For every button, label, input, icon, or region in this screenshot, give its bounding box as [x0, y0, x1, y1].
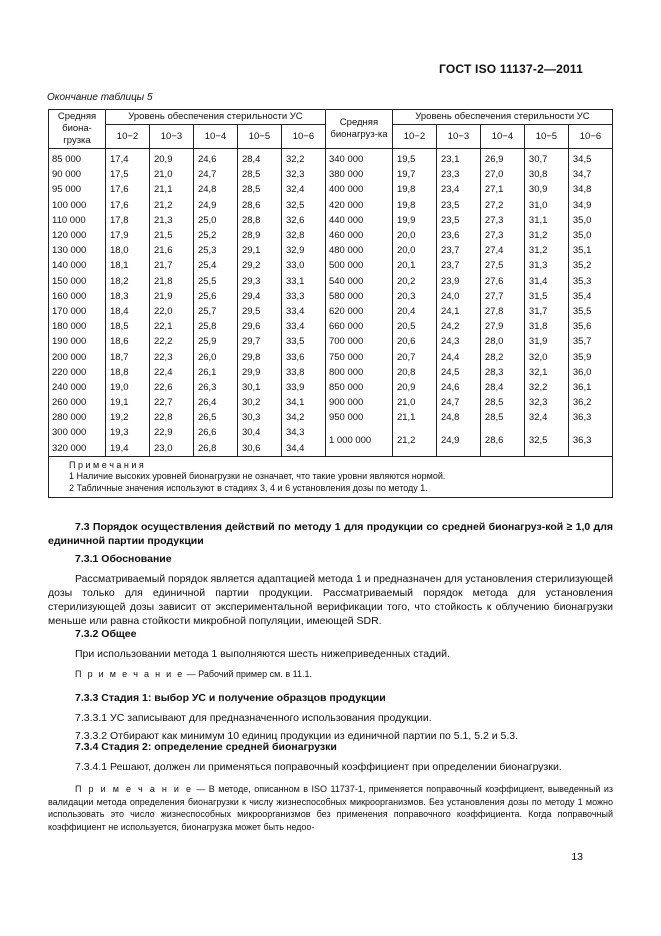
table-cell: 30,7	[524, 149, 568, 168]
table-cell: 36,0	[568, 365, 612, 380]
table-row	[49, 167, 613, 182]
table-cell: 36,3	[568, 425, 612, 456]
sal-level-header: 10−6	[568, 125, 612, 149]
table-cell: 35,4	[568, 289, 612, 304]
table-cell: 90 000	[49, 167, 106, 182]
table-cell: 19,2	[106, 410, 150, 425]
table-cell: 23,3	[436, 167, 480, 182]
table-cell: 620 000	[325, 304, 392, 319]
table-cell: 750 000	[325, 349, 392, 364]
table-cell: 28,6	[237, 198, 281, 213]
table-cell: 32,6	[281, 213, 325, 228]
table-cell: 23,4	[436, 182, 480, 197]
table-cell: 21,9	[149, 289, 193, 304]
section-7-3	[48, 520, 613, 548]
table-cell: 19,0	[106, 380, 150, 395]
table-cell: 24,6	[193, 149, 237, 168]
table-row	[49, 289, 613, 304]
table-row	[49, 149, 613, 168]
table-cell: 30,2	[237, 395, 281, 410]
table-cell: 28,6	[480, 425, 524, 456]
table-cell: 22,1	[149, 319, 193, 334]
table-cell: 24,9	[193, 198, 237, 213]
note-text: — В методе, описанном в ISO 11737-1, применяется поправочный коэффициент, выведенный из валидации метода определения бионагрузки к числу жизнеспособных микроорганизмов. Без установления дозы по методу 1 можно использовать это число жизнеспособных микроорганизмов без применения поправочного коэффициента. Когда поправочный коэффициент не используется, бионагрузка может быть недоо-	[48, 784, 613, 832]
table-cell: 24,4	[436, 349, 480, 364]
table-cell: 34,1	[281, 395, 325, 410]
table-cell: 26,4	[193, 395, 237, 410]
table-cell: 32,0	[524, 349, 568, 364]
table-cell: 31,7	[524, 304, 568, 319]
table-cell: 100 000	[49, 198, 106, 213]
table-cell: 23,6	[436, 228, 480, 243]
table-cell: 95 000	[49, 182, 106, 197]
table-cell: 27,7	[480, 289, 524, 304]
note	[48, 668, 613, 681]
table-cell: 220 000	[49, 365, 106, 380]
table-cell: 35,0	[568, 213, 612, 228]
table-cell: 23,9	[436, 274, 480, 289]
table-cell: 320 000	[49, 441, 106, 457]
table-cell: 35,6	[568, 319, 612, 334]
table-cell: 20,8	[392, 365, 436, 380]
table-cell: 28,5	[237, 182, 281, 197]
table-cell: 29,4	[237, 289, 281, 304]
table-cell: 35,5	[568, 304, 612, 319]
table-cell: 32,5	[281, 198, 325, 213]
subsection-heading: 7.3.3 Стадия 1: выбор УС и получение образцов продукции	[75, 692, 386, 704]
sal-level-header: 10−2	[392, 125, 436, 149]
table-cell: 24,1	[436, 304, 480, 319]
table-cell: 25,9	[193, 334, 237, 349]
table-cell: 34,5	[568, 149, 612, 168]
table-cell: 23,7	[436, 243, 480, 258]
table-cell: 130 000	[49, 243, 106, 258]
table-cell: 32,2	[281, 149, 325, 168]
table-caption: Окончание таблицы 5	[47, 92, 153, 103]
table-row	[49, 319, 613, 334]
table-cell: 300 000	[49, 425, 106, 440]
table-cell: 30,3	[237, 410, 281, 425]
table-cell: 110 000	[49, 213, 106, 228]
subsection-heading: 7.3.1 Обоснование	[75, 553, 172, 565]
table-cell: 21,3	[149, 213, 193, 228]
table-cell: 36,3	[568, 410, 612, 425]
table-row	[49, 349, 613, 364]
table-cell: 18,3	[106, 289, 150, 304]
table-cell: 18,5	[106, 319, 150, 334]
sal-level-header: 10−4	[193, 125, 237, 149]
table-cell: 31,1	[524, 213, 568, 228]
table-cell: 27,9	[480, 319, 524, 334]
table-cell: 21,2	[392, 425, 436, 456]
table-cell: 20,5	[392, 319, 436, 334]
table-cell: 20,3	[392, 289, 436, 304]
table-cell: 20,1	[392, 258, 436, 273]
table-cell: 20,0	[392, 243, 436, 258]
table-row	[49, 395, 613, 410]
table-cell: 20,7	[392, 349, 436, 364]
table-cell: 24,8	[436, 410, 480, 425]
table-cell: 25,3	[193, 243, 237, 258]
table-cell: 700 000	[325, 334, 392, 349]
table-cell: 540 000	[325, 274, 392, 289]
paragraph: 7.3.4.1 Решают, должен ли применяться поправочный коэффициент при определении бионагрузки.	[75, 761, 562, 773]
sal-level-header: 10−6	[281, 125, 325, 149]
notes-title: П р и м е ч а н и я	[69, 459, 144, 470]
col-header-bioburden-right: Средняя бионагруз-ка	[325, 110, 392, 149]
table-cell: 33,4	[281, 304, 325, 319]
table-cell: 160 000	[49, 289, 106, 304]
table-cell: 580 000	[325, 289, 392, 304]
table-cell: 31,9	[524, 334, 568, 349]
table-row	[49, 365, 613, 380]
section-7-3-1	[48, 552, 613, 628]
table-cell: 190 000	[49, 334, 106, 349]
table-cell: 27,8	[480, 304, 524, 319]
table-cell: 29,5	[237, 304, 281, 319]
table-cell: 17,8	[106, 213, 150, 228]
table-cell: 19,4	[106, 441, 150, 457]
table-cell: 29,6	[237, 319, 281, 334]
bioburden-dose-table	[48, 109, 613, 498]
table-cell: 19,8	[392, 182, 436, 197]
table-cell: 340 000	[325, 149, 392, 168]
table-cell: 29,1	[237, 243, 281, 258]
table-row	[49, 334, 613, 349]
table-cell: 30,1	[237, 380, 281, 395]
table-cell: 800 000	[325, 365, 392, 380]
table-row	[49, 410, 613, 425]
table-cell: 24,6	[436, 380, 480, 395]
table-cell: 26,9	[480, 149, 524, 168]
table-cell: 23,0	[149, 441, 193, 457]
table-cell: 18,0	[106, 243, 150, 258]
sal-level-header: 10−2	[106, 125, 150, 149]
table-cell: 19,5	[392, 149, 436, 168]
note	[48, 783, 613, 833]
table-cell: 30,6	[237, 441, 281, 457]
table-cell: 21,6	[149, 243, 193, 258]
table-cell: 420 000	[325, 198, 392, 213]
table-cell: 22,6	[149, 380, 193, 395]
table-cell: 28,5	[237, 167, 281, 182]
table-cell: 24,5	[436, 365, 480, 380]
table-cell: 25,0	[193, 213, 237, 228]
table-cell: 25,5	[193, 274, 237, 289]
section-7-3-2	[48, 627, 613, 681]
table-cell: 440 000	[325, 213, 392, 228]
table-cell: 28,5	[480, 410, 524, 425]
table-cell: 24,8	[193, 182, 237, 197]
table-cell: 31,4	[524, 274, 568, 289]
table-cell: 17,4	[106, 149, 150, 168]
table-cell: 20,4	[392, 304, 436, 319]
table-cell: 29,7	[237, 334, 281, 349]
note-item: 1 Наличие высоких уровней бионагрузки не означает, что такие уровни являются нормой.	[69, 471, 446, 482]
note-label: П р и м е ч а н и е	[75, 784, 193, 794]
table-cell: 28,0	[480, 334, 524, 349]
table-cell: 28,3	[480, 365, 524, 380]
sal-level-header: 10−5	[524, 125, 568, 149]
table-cell: 33,1	[281, 274, 325, 289]
table-cell: 28,2	[480, 349, 524, 364]
table-cell: 24,3	[436, 334, 480, 349]
col-header-sal-left: Уровень обеспечения стерильности УС	[106, 110, 326, 125]
table-cell: 34,9	[568, 198, 612, 213]
table-cell: 27,0	[480, 167, 524, 182]
table-cell: 900 000	[325, 395, 392, 410]
subsection-heading: 7.3.2 Общее	[75, 628, 137, 640]
col-header-bioburden-left: Средняя биона-грузка	[49, 110, 106, 149]
table-cell: 32,4	[281, 182, 325, 197]
subsection-heading: 7.3.4 Стадия 2: определение средней бионагрузки	[75, 741, 337, 753]
section-7-3-4	[48, 740, 613, 833]
table-cell: 34,7	[568, 167, 612, 182]
table-cell: 29,2	[237, 258, 281, 273]
table-cell: 26,3	[193, 380, 237, 395]
sal-level-header: 10−3	[149, 125, 193, 149]
table-cell: 23,5	[436, 213, 480, 228]
col-header-sal-right: Уровень обеспечения стерильности УС	[392, 110, 612, 125]
table-row	[49, 228, 613, 243]
table-cell: 24,9	[436, 425, 480, 456]
table-cell: 22,7	[149, 395, 193, 410]
table-cell: 23,7	[436, 258, 480, 273]
table-cell: 150 000	[49, 274, 106, 289]
table-cell: 27,5	[480, 258, 524, 273]
table-cell: 33,5	[281, 334, 325, 349]
table-cell: 34,3	[281, 425, 325, 440]
table-cell: 28,4	[480, 380, 524, 395]
page-number: 13	[571, 851, 583, 863]
paragraph: 7.3.3.2 Отбирают как минимум 10 единиц продукции из единичной партии по 5.1, 5.2 и 5.3.	[75, 730, 519, 742]
table-cell: 950 000	[325, 410, 392, 425]
table-cell: 170 000	[49, 304, 106, 319]
section-7-3-3	[48, 691, 613, 743]
table-row	[49, 243, 613, 258]
table-cell: 27,4	[480, 243, 524, 258]
table-cell: 18,1	[106, 258, 150, 273]
table-cell: 24,2	[436, 319, 480, 334]
table-cell: 35,0	[568, 228, 612, 243]
table-cell: 34,4	[281, 441, 325, 457]
table-cell: 24,0	[436, 289, 480, 304]
table-row	[49, 380, 613, 395]
table-cell: 17,6	[106, 182, 150, 197]
table-notes	[49, 456, 613, 498]
table-cell: 19,9	[392, 213, 436, 228]
table-cell: 25,7	[193, 304, 237, 319]
table-cell: 35,9	[568, 349, 612, 364]
table-cell: 21,2	[149, 198, 193, 213]
table-cell: 32,1	[524, 365, 568, 380]
table-cell: 27,3	[480, 228, 524, 243]
note-label: П р и м е ч а н и е	[75, 669, 185, 679]
table-cell: 20,0	[392, 228, 436, 243]
paragraph: 7.3.3.1 УС записывают для предназначенного использования продукции.	[75, 712, 432, 724]
table-cell: 660 000	[325, 319, 392, 334]
table-cell: 21,0	[392, 395, 436, 410]
table-cell: 30,8	[524, 167, 568, 182]
table-cell: 19,8	[392, 198, 436, 213]
table-cell: 30,9	[524, 182, 568, 197]
table-cell: 29,8	[237, 349, 281, 364]
table-cell: 17,5	[106, 167, 150, 182]
table-cell: 33,9	[281, 380, 325, 395]
table-cell: 27,6	[480, 274, 524, 289]
table-cell: 26,5	[193, 410, 237, 425]
table-cell: 26,6	[193, 425, 237, 440]
table-cell: 26,8	[193, 441, 237, 457]
table-cell: 20,9	[392, 380, 436, 395]
table-cell: 35,1	[568, 243, 612, 258]
table-cell: 21,1	[149, 182, 193, 197]
table-cell: 34,8	[568, 182, 612, 197]
table-cell: 24,7	[193, 167, 237, 182]
table-cell: 33,4	[281, 319, 325, 334]
note-text: — Рабочий пример см. в 11.1.	[184, 669, 312, 679]
table-cell: 22,8	[149, 410, 193, 425]
table-cell: 26,0	[193, 349, 237, 364]
table-cell: 18,2	[106, 274, 150, 289]
table-cell: 25,6	[193, 289, 237, 304]
table-cell: 32,8	[281, 228, 325, 243]
table-cell: 35,2	[568, 258, 612, 273]
table-cell: 22,3	[149, 349, 193, 364]
table-cell: 29,9	[237, 365, 281, 380]
table-cell: 32,5	[524, 425, 568, 456]
table-cell: 31,5	[524, 289, 568, 304]
table-cell: 33,6	[281, 349, 325, 364]
table-row	[49, 304, 613, 319]
table-cell: 25,2	[193, 228, 237, 243]
table-cell: 32,3	[281, 167, 325, 182]
table-cell: 27,3	[480, 213, 524, 228]
table-cell: 400 000	[325, 182, 392, 197]
table-cell: 25,4	[193, 258, 237, 273]
table-cell: 30,4	[237, 425, 281, 440]
table-cell: 19,7	[392, 167, 436, 182]
table-row	[49, 213, 613, 228]
table-cell: 22,9	[149, 425, 193, 440]
table-cell: 24,7	[436, 395, 480, 410]
table-cell: 120 000	[49, 228, 106, 243]
table-cell: 22,0	[149, 304, 193, 319]
table-cell: 20,6	[392, 334, 436, 349]
table-cell: 36,1	[568, 380, 612, 395]
table-cell: 32,2	[524, 380, 568, 395]
table-cell: 180 000	[49, 319, 106, 334]
table-cell: 20,2	[392, 274, 436, 289]
table-cell: 28,8	[237, 213, 281, 228]
paragraph: При использовании метода 1 выполняются шесть нижеприведенных стадий.	[75, 648, 450, 660]
table-row	[49, 425, 613, 440]
table-cell: 31,8	[524, 319, 568, 334]
table-cell: 260 000	[49, 395, 106, 410]
sal-level-header: 10−3	[436, 125, 480, 149]
table-row	[49, 258, 613, 273]
table-cell: 35,3	[568, 274, 612, 289]
table-cell: 140 000	[49, 258, 106, 273]
table-cell: 32,9	[281, 243, 325, 258]
table-cell: 22,2	[149, 334, 193, 349]
paragraph: Рассматриваемый порядок является адаптацией метода 1 и предназначен для установления стерилизующей дозы только для единичной партии продукции. Рассматриваемый порядок метода для установления стерилизующей дозы зависит от экспериментальной верификации того, что стойкость к облучению бионагрузки меньше или равна стойкости микробной популяции, имеющей SDR.	[48, 573, 613, 627]
table-cell: 34,2	[281, 410, 325, 425]
table-cell: 460 000	[325, 228, 392, 243]
table-cell: 28,5	[480, 395, 524, 410]
table-cell: 19,3	[106, 425, 150, 440]
table-cell: 33,3	[281, 289, 325, 304]
table-cell: 31,2	[524, 243, 568, 258]
table-notes-row	[49, 456, 613, 498]
table-cell: 480 000	[325, 243, 392, 258]
table-cell: 17,6	[106, 198, 150, 213]
sal-level-header: 10−5	[237, 125, 281, 149]
table-cell: 27,1	[480, 182, 524, 197]
table-cell: 23,1	[436, 149, 480, 168]
table-cell: 200 000	[49, 349, 106, 364]
table-cell: 23,5	[436, 198, 480, 213]
table-row	[49, 182, 613, 197]
table-cell: 27,2	[480, 198, 524, 213]
table-cell: 850 000	[325, 380, 392, 395]
sal-level-header: 10−4	[480, 125, 524, 149]
table-cell: 18,4	[106, 304, 150, 319]
table-cell: 18,6	[106, 334, 150, 349]
table-cell: 380 000	[325, 167, 392, 182]
section-heading: 7.3 Порядок осуществления действий по методу 1 для продукции со средней бионагруз-кой ≥ 1,0 для единичной партии продукции	[48, 521, 613, 547]
table-cell: 31,0	[524, 198, 568, 213]
table-cell: 85 000	[49, 149, 106, 168]
table-row	[49, 274, 613, 289]
table-cell: 22,4	[149, 365, 193, 380]
table-cell: 1 000 000	[325, 425, 392, 456]
table-cell: 28,9	[237, 228, 281, 243]
table-cell: 17,9	[106, 228, 150, 243]
table-cell: 28,4	[237, 149, 281, 168]
table-cell: 18,7	[106, 349, 150, 364]
table-cell: 21,8	[149, 274, 193, 289]
table-cell: 240 000	[49, 380, 106, 395]
table-cell: 21,7	[149, 258, 193, 273]
table-cell: 280 000	[49, 410, 106, 425]
table-cell: 500 000	[325, 258, 392, 273]
table-cell: 36,2	[568, 395, 612, 410]
table-cell: 31,2	[524, 228, 568, 243]
note-item: 2 Табличные значения используют в стадиях 3, 4 и 6 установления дозы по методу 1.	[69, 482, 428, 493]
table-cell: 25,8	[193, 319, 237, 334]
table-cell: 32,4	[524, 410, 568, 425]
table-cell: 32,3	[524, 395, 568, 410]
table-cell: 20,9	[149, 149, 193, 168]
table-cell: 33,8	[281, 365, 325, 380]
table-cell: 21,5	[149, 228, 193, 243]
table-cell: 21,0	[149, 167, 193, 182]
table-cell: 19,1	[106, 395, 150, 410]
table-row	[49, 198, 613, 213]
table-cell: 26,1	[193, 365, 237, 380]
table-cell: 33,0	[281, 258, 325, 273]
table-cell: 35,7	[568, 334, 612, 349]
table-cell: 18,8	[106, 365, 150, 380]
document-header: ГОСТ ISO 11137-2—2011	[439, 62, 583, 76]
table-cell: 29,3	[237, 274, 281, 289]
table-cell: 21,1	[392, 410, 436, 425]
table-cell: 31,3	[524, 258, 568, 273]
